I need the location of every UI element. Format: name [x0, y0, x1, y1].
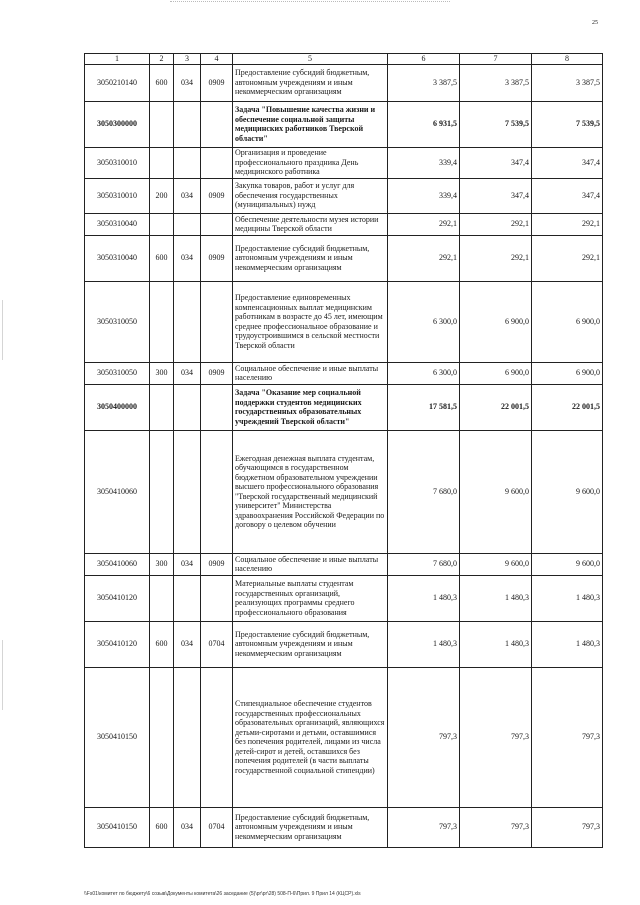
value-col7-cell: 347,4 [460, 147, 532, 178]
table-row [85, 430, 603, 553]
c3-cell [174, 101, 201, 147]
column-header: 4 [201, 54, 233, 65]
code-cell: 3050410060 [85, 553, 150, 575]
c3-cell: 034 [174, 362, 201, 384]
value-col7-cell: 9 600,0 [460, 553, 532, 575]
c2-cell: 600 [150, 64, 174, 101]
value-col8-cell: 6 900,0 [532, 281, 603, 362]
description-cell: Задача "Повышение качества жизни и обеспечение социальной защиты медицинских работников Тверской области" [233, 101, 388, 147]
code-cell: 3050410060 [85, 430, 150, 553]
description-cell: Предоставление субсидий бюджетным, автономным учреждениям и иным некоммерческим организациям [233, 807, 388, 847]
scan-margin-mark [2, 300, 3, 360]
c2-cell: 600 [150, 235, 174, 281]
value-col6-cell: 7 680,0 [388, 553, 460, 575]
c4-cell [201, 101, 233, 147]
value-col6-cell: 292,1 [388, 235, 460, 281]
c4-cell [201, 430, 233, 553]
c4-cell: 0909 [201, 64, 233, 101]
footer-file-path: \\Fs01\комитет по бюджету\6 созыв\Документы комитета\26 заседание (5)\рг\рг\28) 508-П-6\Прил. 9 Прил 14 (КЦСР).xls [84, 891, 361, 897]
value-col6-cell: 3 387,5 [388, 64, 460, 101]
table-row [85, 553, 603, 575]
value-col8-cell: 347,4 [532, 178, 603, 213]
c2-cell: 200 [150, 178, 174, 213]
c2-cell [150, 213, 174, 235]
c3-cell: 034 [174, 807, 201, 847]
c2-cell [150, 281, 174, 362]
c3-cell [174, 384, 201, 430]
c4-cell: 0909 [201, 235, 233, 281]
budget-table [84, 53, 603, 848]
column-header: 8 [532, 54, 603, 65]
c3-cell: 034 [174, 621, 201, 667]
c4-cell [201, 575, 233, 621]
value-col7-cell: 3 387,5 [460, 64, 532, 101]
value-col8-cell: 797,3 [532, 667, 603, 807]
c4-cell [201, 667, 233, 807]
c2-cell [150, 101, 174, 147]
value-col6-cell: 1 480,3 [388, 575, 460, 621]
code-cell: 3050310010 [85, 147, 150, 178]
description-cell: Предоставление субсидий бюджетным, автономным учреждениям и иным некоммерческим организациям [233, 621, 388, 667]
table-row [85, 235, 603, 281]
column-header: 6 [388, 54, 460, 65]
c4-cell [201, 213, 233, 235]
table-body [85, 64, 603, 847]
value-col6-cell: 797,3 [388, 667, 460, 807]
table-row [85, 281, 603, 362]
c2-cell [150, 384, 174, 430]
value-col8-cell: 347,4 [532, 147, 603, 178]
table-row [85, 621, 603, 667]
value-col6-cell: 17 581,5 [388, 384, 460, 430]
value-col7-cell: 292,1 [460, 235, 532, 281]
c4-cell: 0909 [201, 362, 233, 384]
page-number: 25 [592, 20, 598, 26]
c2-cell: 600 [150, 807, 174, 847]
value-col8-cell: 797,3 [532, 807, 603, 847]
column-header: 1 [85, 54, 150, 65]
code-cell: 3050310010 [85, 178, 150, 213]
table-row [85, 213, 603, 235]
description-cell: Материальные выплаты студентам государственных организаций, реализующих программы среднего профессионального образования [233, 575, 388, 621]
c4-cell [201, 281, 233, 362]
table-row [85, 178, 603, 213]
value-col8-cell: 3 387,5 [532, 64, 603, 101]
value-col8-cell: 7 539,5 [532, 101, 603, 147]
c4-cell: 0909 [201, 553, 233, 575]
table-row [85, 807, 603, 847]
value-col8-cell: 9 600,0 [532, 430, 603, 553]
code-cell: 3050310040 [85, 235, 150, 281]
c3-cell [174, 667, 201, 807]
value-col7-cell: 347,4 [460, 178, 532, 213]
description-cell: Социальное обеспечение и иные выплаты населению [233, 553, 388, 575]
column-header: 3 [174, 54, 201, 65]
c4-cell: 0704 [201, 807, 233, 847]
c3-cell [174, 575, 201, 621]
table-row [85, 362, 603, 384]
c2-cell: 600 [150, 621, 174, 667]
table-row [85, 384, 603, 430]
table-row [85, 101, 603, 147]
c3-cell: 034 [174, 178, 201, 213]
c2-cell: 300 [150, 362, 174, 384]
c3-cell [174, 281, 201, 362]
description-cell: Закупка товаров, работ и услуг для обеспечения государственных (муниципальных) нужд [233, 178, 388, 213]
value-col7-cell: 1 480,3 [460, 621, 532, 667]
description-cell: Социальное обеспечение и иные выплаты населению [233, 362, 388, 384]
scan-margin-mark [2, 640, 3, 710]
c3-cell [174, 147, 201, 178]
c2-cell [150, 147, 174, 178]
value-col7-cell: 6 900,0 [460, 362, 532, 384]
value-col7-cell: 7 539,5 [460, 101, 532, 147]
value-col6-cell: 6 300,0 [388, 281, 460, 362]
c2-cell [150, 575, 174, 621]
description-cell: Ежегодная денежная выплата студентам, обучающимся в государственном бюджетном образовательном учреждении высшего профессионального образования "Тверской государственный медицинский университет" Министерства здравоохранения Российской Федерации по договору о целевом обучении [233, 430, 388, 553]
value-col6-cell: 292,1 [388, 213, 460, 235]
code-cell: 3050310050 [85, 362, 150, 384]
value-col7-cell: 797,3 [460, 807, 532, 847]
value-col6-cell: 6 300,0 [388, 362, 460, 384]
c4-cell [201, 384, 233, 430]
value-col8-cell: 292,1 [532, 235, 603, 281]
code-cell: 3050400000 [85, 384, 150, 430]
description-cell: Предоставление единовременных компенсационных выплат медицинским работникам в возрасте до 45 лет, имеющим среднее профессиональное образование и трудоустроившимся в сельской местности Тверской области [233, 281, 388, 362]
code-cell: 3050410120 [85, 621, 150, 667]
c2-cell [150, 667, 174, 807]
code-cell: 3050210140 [85, 64, 150, 101]
c3-cell [174, 213, 201, 235]
table-row [85, 147, 603, 178]
description-cell: Организация и проведение профессионального праздника День медицинского работника [233, 147, 388, 178]
code-cell: 3050410120 [85, 575, 150, 621]
c3-cell: 034 [174, 64, 201, 101]
value-col7-cell: 22 001,5 [460, 384, 532, 430]
scan-edge-marks [170, 1, 450, 3]
c2-cell [150, 430, 174, 553]
column-header: 2 [150, 54, 174, 65]
value-col7-cell: 6 900,0 [460, 281, 532, 362]
code-cell: 3050310050 [85, 281, 150, 362]
code-cell: 3050410150 [85, 667, 150, 807]
c4-cell: 0704 [201, 621, 233, 667]
table-row [85, 64, 603, 101]
c3-cell [174, 430, 201, 553]
table-row [85, 667, 603, 807]
value-col8-cell: 1 480,3 [532, 575, 603, 621]
value-col8-cell: 1 480,3 [532, 621, 603, 667]
description-cell: Предоставление субсидий бюджетным, автономным учреждениям и иным некоммерческим организациям [233, 235, 388, 281]
value-col6-cell: 1 480,3 [388, 621, 460, 667]
value-col6-cell: 797,3 [388, 807, 460, 847]
value-col6-cell: 7 680,0 [388, 430, 460, 553]
value-col8-cell: 292,1 [532, 213, 603, 235]
code-cell: 3050300000 [85, 101, 150, 147]
code-cell: 3050410150 [85, 807, 150, 847]
value-col8-cell: 9 600,0 [532, 553, 603, 575]
table-row [85, 575, 603, 621]
c3-cell: 034 [174, 235, 201, 281]
value-col7-cell: 9 600,0 [460, 430, 532, 553]
value-col7-cell: 292,1 [460, 213, 532, 235]
column-header: 5 [233, 54, 388, 65]
value-col8-cell: 6 900,0 [532, 362, 603, 384]
c4-cell: 0909 [201, 178, 233, 213]
value-col6-cell: 339,4 [388, 178, 460, 213]
value-col7-cell: 1 480,3 [460, 575, 532, 621]
header-row [85, 54, 603, 65]
c4-cell [201, 147, 233, 178]
description-cell: Предоставление субсидий бюджетным, автономным учреждениям и иным некоммерческим организациям [233, 64, 388, 101]
c3-cell: 034 [174, 553, 201, 575]
description-cell: Задача "Оказание мер социальной поддержки студентов медицинских государственных образовательных учреждений Тверской области" [233, 384, 388, 430]
value-col8-cell: 22 001,5 [532, 384, 603, 430]
code-cell: 3050310040 [85, 213, 150, 235]
value-col7-cell: 797,3 [460, 667, 532, 807]
description-cell: Обеспечение деятельности музея истории медицины Тверской области [233, 213, 388, 235]
c2-cell: 300 [150, 553, 174, 575]
description-cell: Стипендиальное обеспечение студентов государственных профессиональных образовательных организаций, являющихся детьми-сиротами и детьми, оставшимися без попечения родителей, лицами из числа детей-сирот и детей, оставшихся без попечения родителей (в части выплаты государственной социальной стипендии) [233, 667, 388, 807]
value-col6-cell: 339,4 [388, 147, 460, 178]
column-header: 7 [460, 54, 532, 65]
value-col6-cell: 6 931,5 [388, 101, 460, 147]
